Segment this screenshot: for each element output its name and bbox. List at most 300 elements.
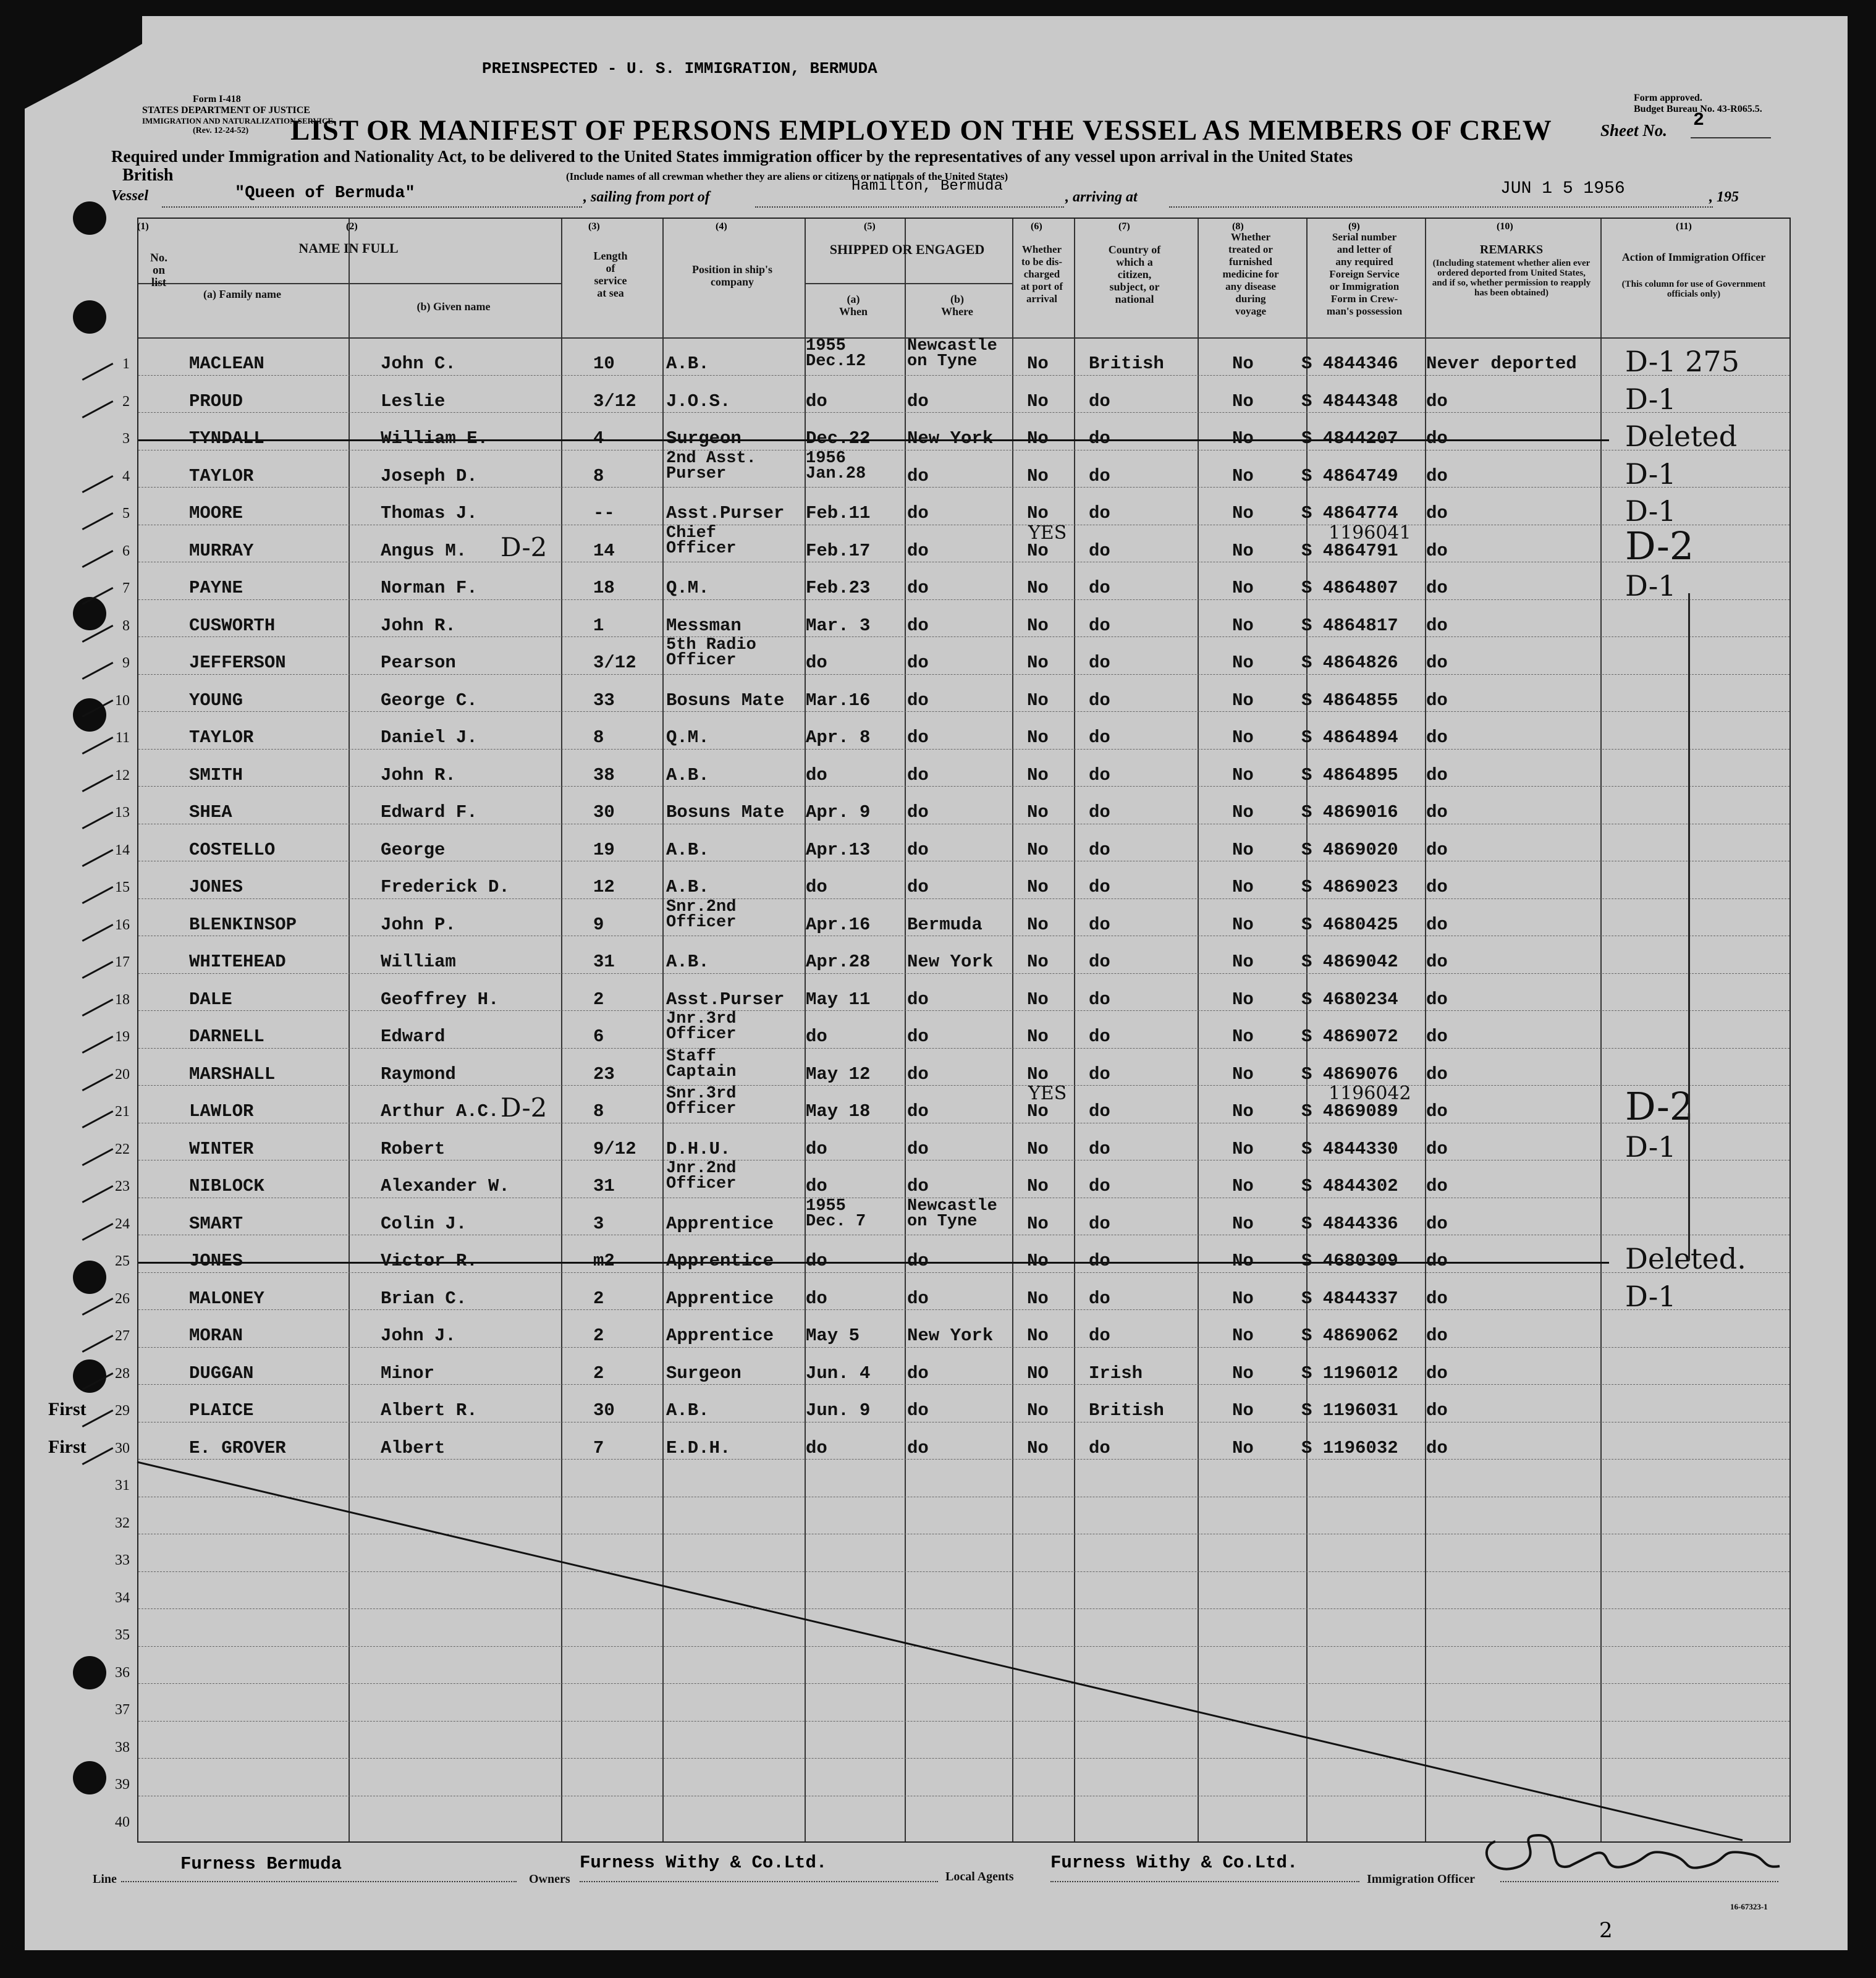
- cell-family: SMART: [189, 1213, 243, 1234]
- cell-where: do: [907, 653, 929, 673]
- cell-when: May 5: [806, 1325, 860, 1346]
- cell-country: do: [1089, 1138, 1110, 1159]
- cell-dis: No: [1027, 914, 1049, 935]
- cell-position: Bosuns Mate: [666, 690, 785, 711]
- cell-when: Apr.28: [806, 952, 871, 972]
- cell-dis: No: [1027, 653, 1049, 673]
- cell-family: DALE: [189, 989, 232, 1010]
- cell-position: 5th Radio Officer: [666, 636, 756, 670]
- subtitle: Required under Immigration and Nationality Act, to be delivered to the United States immigration officer by the representatives of any vessel upon arrival in the United States: [111, 147, 1353, 166]
- cell-given: Leslie: [381, 391, 446, 412]
- cell-med: No: [1232, 1437, 1254, 1458]
- cell-remarks: do: [1426, 802, 1448, 822]
- cell-remarks: do: [1426, 690, 1448, 711]
- officer-label: Immigration Officer: [1367, 1872, 1475, 1886]
- cell-remarks: do: [1426, 615, 1448, 636]
- col-number: (11): [1676, 221, 1692, 232]
- col-header-action-note: (This column for use of Government officials only): [1621, 279, 1766, 299]
- cell-family: NIBLOCK: [189, 1176, 264, 1196]
- row-number: 13: [115, 805, 130, 821]
- cell-given: Arthur A.C.: [381, 1101, 499, 1122]
- cell-given: George: [381, 839, 446, 860]
- cell-when: Dec.22: [806, 428, 871, 449]
- cell-country: do: [1089, 764, 1110, 785]
- cell-where: New York: [907, 428, 994, 449]
- cell-where: do: [907, 615, 929, 636]
- cell-serial: S 4680425: [1301, 914, 1398, 935]
- cell-dis: No: [1027, 1437, 1049, 1458]
- cell-where: do: [907, 578, 929, 598]
- cell-given: John R.: [381, 764, 456, 785]
- cell-dis: No: [1027, 1101, 1049, 1122]
- cell-country: do: [1089, 877, 1110, 897]
- row-number: 7: [122, 580, 130, 596]
- cell-given: Edward F.: [381, 802, 478, 822]
- cell-service: --: [593, 503, 615, 523]
- col-header-remarks-note: (Including statement whether alien ever ordered deported from United States, and if so, whether permission to reapply has been obtained): [1432, 258, 1591, 298]
- cell-given: William: [381, 952, 456, 972]
- cell-serial: S 4844336: [1301, 1213, 1398, 1234]
- cell-country: do: [1089, 428, 1110, 449]
- cell-service: m2: [593, 1251, 615, 1271]
- row-number: 22: [115, 1141, 130, 1157]
- cell-remarks: do: [1426, 1325, 1448, 1346]
- cell-dis: No: [1027, 353, 1049, 374]
- cell-country: do: [1089, 1437, 1110, 1458]
- cell-country: do: [1089, 989, 1110, 1010]
- row-number: 1: [122, 356, 130, 372]
- cell-action: D-1: [1625, 382, 1676, 416]
- cell-where: Bermuda: [907, 914, 982, 935]
- cell-serial: S 4864894: [1301, 727, 1398, 748]
- cell-when: do: [806, 391, 827, 412]
- cell-service: 8: [593, 465, 604, 486]
- row-number: 6: [122, 543, 130, 559]
- col-number: (10): [1497, 221, 1513, 232]
- cell-service: 2: [593, 1325, 604, 1346]
- row-number: 29: [115, 1403, 130, 1419]
- cell-service: 10: [593, 353, 615, 374]
- cell-where: New York: [907, 1325, 994, 1346]
- row-number: 36: [115, 1664, 130, 1681]
- cell-remarks: do: [1426, 1176, 1448, 1196]
- cell-where: do: [907, 802, 929, 822]
- departure-port: Hamilton, Bermuda: [851, 178, 1003, 195]
- col-header-family: (a) Family name: [203, 288, 281, 300]
- cell-family: COSTELLO: [189, 839, 276, 860]
- cell-when: do: [806, 653, 827, 673]
- cell-family: CUSWORTH: [189, 615, 276, 636]
- cell-where: New York: [907, 952, 994, 972]
- cell-given: Pearson: [381, 653, 456, 673]
- col-header-length: Length of service at sea: [593, 250, 628, 299]
- cell-given: William E.: [381, 428, 489, 449]
- cell-given: Norman F.: [381, 578, 478, 598]
- cell-where: do: [907, 839, 929, 860]
- row-number: 3: [122, 431, 130, 447]
- sheet-label: Sheet No.: [1600, 121, 1667, 140]
- cell-where: do: [907, 1063, 929, 1084]
- cell-given: Albert R.: [381, 1400, 478, 1421]
- cell-position: Asst.Purser: [666, 503, 785, 523]
- cell-position: Apprentice: [666, 1325, 774, 1346]
- cell-family: JONES: [189, 1251, 243, 1271]
- col-number: (1): [137, 221, 149, 232]
- page-mark: 2: [1599, 1918, 1613, 1943]
- manifest-title: LIST OR MANIFEST OF PERSONS EMPLOYED ON THE VESSEL AS MEMBERS OF CREW: [290, 114, 1552, 146]
- cell-where: do: [907, 1251, 929, 1271]
- cell-serial-note: 1196042: [1329, 1083, 1411, 1104]
- cell-given-note: D-2: [501, 1093, 547, 1123]
- cell-service: 38: [593, 764, 615, 785]
- row-number: 37: [115, 1702, 130, 1718]
- cell-when: Apr.13: [806, 839, 871, 860]
- cell-action: D-1 275: [1625, 345, 1739, 378]
- cell-service: 30: [593, 802, 615, 822]
- cell-service: 1: [593, 615, 604, 636]
- year-suffix: , 195: [1709, 189, 1739, 205]
- cell-country: do: [1089, 615, 1110, 636]
- cell-med: No: [1232, 1400, 1254, 1421]
- agents-underline: [1050, 1881, 1359, 1882]
- cell-med: No: [1232, 764, 1254, 785]
- cell-serial: S 4869023: [1301, 877, 1398, 897]
- cell-med: No: [1232, 989, 1254, 1010]
- cell-position: Surgeon: [666, 428, 742, 449]
- nationality: British: [122, 166, 174, 185]
- col-header-discharged: Whether to be dis- charged at port of arrival: [1021, 243, 1063, 305]
- cell-country: British: [1089, 1400, 1164, 1421]
- cell-med: No: [1232, 353, 1254, 374]
- cell-where: do: [907, 989, 929, 1010]
- cell-serial: S 4864826: [1301, 653, 1398, 673]
- cell-dis: No: [1027, 1251, 1049, 1271]
- agents-value: Furness Withy & Co.Ltd.: [1050, 1853, 1298, 1873]
- cell-given: Robert: [381, 1138, 446, 1159]
- cell-med: No: [1232, 839, 1254, 860]
- cell-where: do: [907, 1026, 929, 1047]
- line-underline: [121, 1881, 517, 1882]
- row-number: 17: [115, 954, 130, 970]
- cell-remarks: do: [1426, 877, 1448, 897]
- col-header-name: NAME IN FULL: [298, 240, 399, 256]
- cell-country: do: [1089, 690, 1110, 711]
- cell-given: Frederick D.: [381, 877, 510, 897]
- cell-serial: S 4844207: [1301, 428, 1398, 449]
- cell-when: Feb.17: [806, 540, 871, 561]
- cell-remarks: do: [1426, 1437, 1448, 1458]
- cell-action: D-2: [1625, 523, 1694, 568]
- cell-given: Joseph D.: [381, 465, 478, 486]
- cell-med: No: [1232, 1288, 1254, 1309]
- cell-action: Deleted: [1625, 420, 1738, 453]
- cell-serial: S 4864807: [1301, 578, 1398, 598]
- cell-remarks: do: [1426, 1400, 1448, 1421]
- col-header-country: Country of which a citizen, subject, or national: [1108, 243, 1161, 305]
- col-header-serial: Serial number and letter of any required Foreign Service or Immigration Form in Crew- man's possession: [1326, 231, 1403, 317]
- cell-country: do: [1089, 1176, 1110, 1196]
- cell-country: do: [1089, 839, 1110, 860]
- cell-service: 33: [593, 690, 615, 711]
- cell-country: do: [1089, 578, 1110, 598]
- cell-family: MARSHALL: [189, 1063, 276, 1084]
- cell-when: Apr.16: [806, 914, 871, 935]
- cell-country: do: [1089, 952, 1110, 972]
- cell-serial: S 4864895: [1301, 764, 1398, 785]
- cell-given: Geoffrey H.: [381, 989, 499, 1010]
- cell-med: No: [1232, 465, 1254, 486]
- cell-serial: S 4864791: [1301, 540, 1398, 561]
- cell-dis: NO: [1027, 1363, 1049, 1384]
- preinspected-stamp: PREINSPECTED - U. S. IMMIGRATION, BERMUDA: [482, 59, 877, 78]
- cell-position: A.B.: [666, 839, 709, 860]
- cell-given: Albert: [381, 1437, 446, 1458]
- cell-given-note: D-2: [501, 531, 547, 562]
- cell-when: do: [806, 764, 827, 785]
- cell-remarks: do: [1426, 1026, 1448, 1047]
- row-number: 9: [122, 655, 130, 671]
- cell-remarks: do: [1426, 653, 1448, 673]
- col-header-no: No. on list: [150, 251, 167, 289]
- cell-service: 8: [593, 727, 604, 748]
- cell-dis: No: [1027, 428, 1049, 449]
- cell-when: May 12: [806, 1063, 871, 1084]
- cell-country: do: [1089, 503, 1110, 523]
- row-number: 40: [115, 1814, 130, 1830]
- cell-remarks: do: [1426, 1213, 1448, 1234]
- cell-remarks: do: [1426, 1251, 1448, 1271]
- service-name: IMMIGRATION AND NATURALIZATION SERVICE: [142, 116, 334, 125]
- cell-position: Snr.3rd Officer: [666, 1084, 737, 1118]
- col-header-given: (b) Given name: [416, 300, 491, 313]
- cell-med: No: [1232, 1026, 1254, 1047]
- cell-family: JONES: [189, 877, 243, 897]
- cell-when: Mar.16: [806, 690, 871, 711]
- cell-when: Jun. 4: [806, 1363, 871, 1384]
- cell-med: No: [1232, 1176, 1254, 1196]
- cell-dis: No: [1027, 1325, 1049, 1346]
- sailing-label: , sailing from port of: [583, 189, 710, 205]
- cell-med: No: [1232, 1325, 1254, 1346]
- col-number: (3): [588, 221, 600, 232]
- cell-remarks: do: [1426, 764, 1448, 785]
- cell-country: British: [1089, 353, 1164, 374]
- cell-family: PROUD: [189, 391, 243, 412]
- cell-given: Colin J.: [381, 1213, 467, 1234]
- col-number: (6): [1031, 221, 1042, 232]
- cell-action: D-2: [1625, 1084, 1694, 1129]
- cell-where: do: [907, 391, 929, 412]
- cell-position: Q.M.: [666, 578, 709, 598]
- cell-serial: S 4869062: [1301, 1325, 1398, 1346]
- col-header-action: Action of Immigration Officer: [1621, 251, 1766, 263]
- cell-service: 3/12: [593, 653, 636, 673]
- row-number: 26: [115, 1290, 130, 1307]
- arrival-date: JUN 1 5 1956: [1500, 179, 1625, 198]
- cell-given: John C.: [381, 353, 456, 374]
- cell-family: MOORE: [189, 503, 243, 523]
- cell-remarks: do: [1426, 727, 1448, 748]
- cell-serial: S 4844330: [1301, 1138, 1398, 1159]
- cell-position: D.H.U.: [666, 1138, 731, 1159]
- cell-given: Edward: [381, 1026, 446, 1047]
- cell-serial: S 4864817: [1301, 615, 1398, 636]
- cell-family: MURRAY: [189, 540, 254, 561]
- cell-med: No: [1232, 428, 1254, 449]
- cell-family: TYNDALL: [189, 428, 264, 449]
- cell-remarks: do: [1426, 839, 1448, 860]
- cell-remarks: do: [1426, 989, 1448, 1010]
- cell-service: 9/12: [593, 1138, 636, 1159]
- cell-given: Alexander W.: [381, 1176, 510, 1196]
- cell-position: Chief Officer: [666, 523, 737, 558]
- cell-when: Apr. 8: [806, 727, 871, 748]
- cell-remarks: do: [1426, 578, 1448, 598]
- cell-remarks: do: [1426, 1063, 1448, 1084]
- form-number: Form I-418: [193, 94, 241, 104]
- cell-action: D-1: [1625, 569, 1676, 602]
- cell-remarks: do: [1426, 1288, 1448, 1309]
- cell-dis: No: [1027, 839, 1049, 860]
- cell-service: 23: [593, 1063, 615, 1084]
- row-number: 31: [115, 1477, 130, 1494]
- cell-family: PAYNE: [189, 578, 243, 598]
- cell-family: YOUNG: [189, 690, 243, 711]
- row-number: 34: [115, 1589, 130, 1606]
- row-number: 14: [115, 842, 130, 858]
- cell-country: do: [1089, 914, 1110, 935]
- cell-serial: S 4864749: [1301, 465, 1398, 486]
- cell-remarks: do: [1426, 391, 1448, 412]
- row-number: 12: [115, 767, 130, 784]
- col-number: (4): [716, 221, 727, 232]
- cell-service: 31: [593, 952, 615, 972]
- cell-where: do: [907, 727, 929, 748]
- form-approved: Form approved.: [1634, 93, 1702, 103]
- row-number: 35: [115, 1627, 130, 1643]
- cell-where: do: [907, 690, 929, 711]
- cell-remarks: Never deported: [1426, 353, 1577, 374]
- cell-given: John R.: [381, 615, 456, 636]
- col-number: (5): [864, 221, 876, 232]
- cell-where: do: [907, 503, 929, 523]
- cell-where: do: [907, 1138, 929, 1159]
- cell-country: do: [1089, 540, 1110, 561]
- vessel-label: Vessel: [111, 188, 148, 204]
- cell-family: LAWLOR: [189, 1101, 254, 1122]
- cell-dis: No: [1027, 503, 1049, 523]
- cell-serial: S 4844348: [1301, 391, 1398, 412]
- cell-med: No: [1232, 1063, 1254, 1084]
- cell-med: No: [1232, 1138, 1254, 1159]
- col-number: (8): [1232, 221, 1244, 232]
- cell-service: 6: [593, 1026, 604, 1047]
- diagonal-stroke: [137, 1462, 1743, 1840]
- cell-family: TAYLOR: [189, 727, 254, 748]
- cell-position: J.O.S.: [666, 391, 731, 412]
- cell-dis: No: [1027, 952, 1049, 972]
- sheet-number: 2: [1693, 110, 1705, 131]
- officer-signature: [1471, 1811, 1792, 1897]
- print-code: 16-67323-1: [1730, 1902, 1768, 1911]
- col-number: (2): [346, 221, 358, 232]
- cell-med: No: [1232, 1363, 1254, 1384]
- cell-discharge-note: YES: [1028, 522, 1067, 544]
- cell-med: No: [1232, 914, 1254, 935]
- cell-med: No: [1232, 802, 1254, 822]
- cell-med: No: [1232, 1251, 1254, 1271]
- cell-family: TAYLOR: [189, 465, 254, 486]
- cell-service: 14: [593, 540, 615, 561]
- cell-serial: S 4869016: [1301, 802, 1398, 822]
- row-number: 38: [115, 1739, 130, 1756]
- row-number: 24: [115, 1215, 130, 1232]
- cell-position: A.B.: [666, 353, 709, 374]
- cell-serial: S 4844346: [1301, 353, 1398, 374]
- cell-service: 30: [593, 1400, 615, 1421]
- cell-position: Snr.2nd Officer: [666, 897, 737, 932]
- cell-action: Deleted.: [1625, 1242, 1746, 1275]
- cell-dis: No: [1027, 989, 1049, 1010]
- cell-country: do: [1089, 802, 1110, 822]
- cell-med: No: [1232, 540, 1254, 561]
- cell-where: do: [907, 764, 929, 785]
- col-header-when: (a) When: [839, 293, 868, 318]
- cell-service: 4: [593, 428, 604, 449]
- cell-when: do: [806, 877, 827, 897]
- cell-discharge-note: YES: [1028, 1083, 1067, 1104]
- line-label: Line: [93, 1872, 117, 1886]
- cell-position: A.B.: [666, 877, 709, 897]
- cell-serial: S 4869072: [1301, 1026, 1398, 1047]
- cell-dis: No: [1027, 1288, 1049, 1309]
- cell-country: do: [1089, 1026, 1110, 1047]
- row-number: 20: [115, 1066, 130, 1083]
- cell-where: do: [907, 1437, 929, 1458]
- cell-serial: S 4844337: [1301, 1288, 1398, 1309]
- cell-serial: S 4869076: [1301, 1063, 1398, 1084]
- cell-remarks: do: [1426, 1363, 1448, 1384]
- cell-given: Daniel J.: [381, 727, 478, 748]
- cell-given: Raymond: [381, 1063, 456, 1084]
- cell-when: Apr. 9: [806, 802, 871, 822]
- cell-when: do: [806, 1288, 827, 1309]
- owners-label: Owners: [529, 1872, 570, 1886]
- cell-dis: No: [1027, 877, 1049, 897]
- arriving-label: , arriving at: [1065, 189, 1138, 205]
- cell-family: WINTER: [189, 1138, 254, 1159]
- cell-given: Brian C.: [381, 1288, 467, 1309]
- department: STATES DEPARTMENT OF JUSTICE: [142, 105, 310, 116]
- cell-country: do: [1089, 653, 1110, 673]
- cell-serial: S 1196032: [1301, 1437, 1398, 1458]
- cell-family: SHEA: [189, 802, 232, 822]
- cell-family: JEFFERSON: [189, 653, 286, 673]
- row-number: 5: [122, 505, 130, 522]
- cell-serial: S 4844302: [1301, 1176, 1398, 1196]
- cell-family: PLAICE: [189, 1400, 254, 1421]
- row-number: 32: [115, 1515, 130, 1531]
- cell-position: A.B.: [666, 764, 709, 785]
- row-number: 25: [115, 1253, 130, 1269]
- cell-service: 12: [593, 877, 615, 897]
- cell-med: No: [1232, 727, 1254, 748]
- cell-remarks: do: [1426, 540, 1448, 561]
- cell-country: do: [1089, 1213, 1110, 1234]
- cell-med: No: [1232, 877, 1254, 897]
- row-number: 28: [115, 1365, 130, 1382]
- cell-serial: S 4864855: [1301, 690, 1398, 711]
